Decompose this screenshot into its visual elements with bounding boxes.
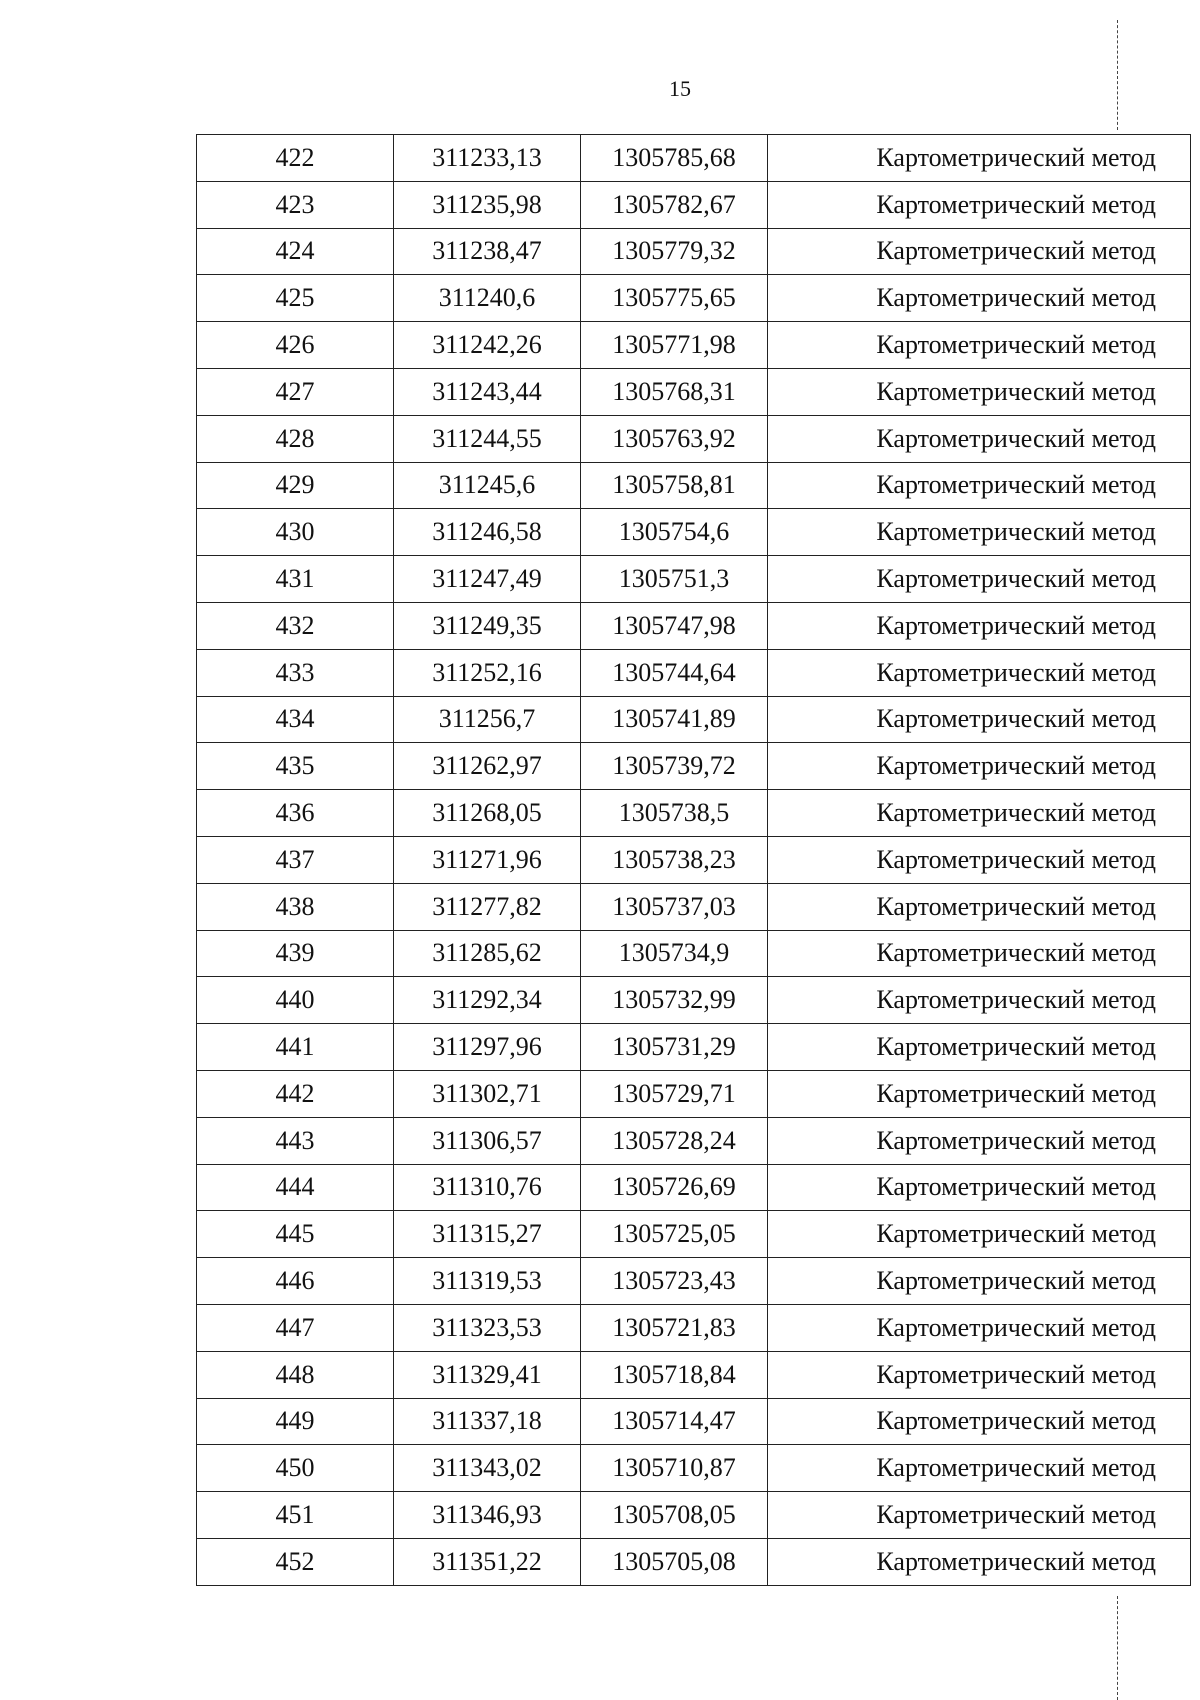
y-coordinate-cell: 1305747,98 [581, 602, 768, 649]
y-coordinate-cell: 1305723,43 [581, 1258, 768, 1305]
x-coordinate-cell: 311271,96 [394, 836, 581, 883]
x-coordinate-cell: 311277,82 [394, 883, 581, 930]
method-cell: Картометрический метод [768, 1304, 1191, 1351]
table-row [197, 1258, 1191, 1305]
table-row [197, 1070, 1191, 1117]
point-number-cell: 450 [197, 1445, 394, 1492]
x-coordinate-cell: 311243,44 [394, 368, 581, 415]
method-cell: Картометрический метод [768, 228, 1191, 275]
method-cell: Картометрический метод [768, 790, 1191, 837]
point-number-cell: 429 [197, 462, 394, 509]
margin-line-bottom [1117, 1596, 1118, 1700]
y-coordinate-cell: 1305729,71 [581, 1070, 768, 1117]
x-coordinate-cell: 311297,96 [394, 1024, 581, 1071]
y-coordinate-cell: 1305708,05 [581, 1492, 768, 1539]
method-cell: Картометрический метод [768, 275, 1191, 322]
y-coordinate-cell: 1305718,84 [581, 1351, 768, 1398]
point-number-cell: 440 [197, 977, 394, 1024]
point-number-cell: 433 [197, 649, 394, 696]
point-number-cell: 444 [197, 1164, 394, 1211]
y-coordinate-cell: 1305731,29 [581, 1024, 768, 1071]
y-coordinate-cell: 1305739,72 [581, 743, 768, 790]
y-coordinate-cell: 1305744,64 [581, 649, 768, 696]
x-coordinate-cell: 311246,58 [394, 509, 581, 556]
x-coordinate-cell: 311262,97 [394, 743, 581, 790]
method-cell: Картометрический метод [768, 181, 1191, 228]
table-row [197, 602, 1191, 649]
table-row [197, 322, 1191, 369]
point-number-cell: 452 [197, 1538, 394, 1585]
method-cell: Картометрический метод [768, 1445, 1191, 1492]
x-coordinate-cell: 311329,41 [394, 1351, 581, 1398]
x-coordinate-cell: 311252,16 [394, 649, 581, 696]
method-cell: Картометрический метод [768, 1258, 1191, 1305]
y-coordinate-cell: 1305775,65 [581, 275, 768, 322]
x-coordinate-cell: 311315,27 [394, 1211, 581, 1258]
method-cell: Картометрический метод [768, 462, 1191, 509]
point-number-cell: 432 [197, 602, 394, 649]
point-number-cell: 438 [197, 883, 394, 930]
x-coordinate-cell: 311245,6 [394, 462, 581, 509]
point-number-cell: 442 [197, 1070, 394, 1117]
x-coordinate-cell: 311346,93 [394, 1492, 581, 1539]
point-number-cell: 425 [197, 275, 394, 322]
coordinates-table-wrapper [196, 134, 1191, 1586]
y-coordinate-cell: 1305758,81 [581, 462, 768, 509]
method-cell: Картометрический метод [768, 1492, 1191, 1539]
x-coordinate-cell: 311268,05 [394, 790, 581, 837]
y-coordinate-cell: 1305785,68 [581, 135, 768, 182]
y-coordinate-cell: 1305714,47 [581, 1398, 768, 1445]
method-cell: Картометрический метод [768, 649, 1191, 696]
method-cell: Картометрический метод [768, 696, 1191, 743]
method-cell: Картометрический метод [768, 1211, 1191, 1258]
table-row [197, 1117, 1191, 1164]
y-coordinate-cell: 1305726,69 [581, 1164, 768, 1211]
point-number-cell: 445 [197, 1211, 394, 1258]
table-row [197, 1211, 1191, 1258]
page-number: 15 [669, 76, 691, 101]
method-cell: Картометрический метод [768, 1070, 1191, 1117]
table-row [197, 1024, 1191, 1071]
point-number-cell: 448 [197, 1351, 394, 1398]
method-cell: Картометрический метод [768, 322, 1191, 369]
table-row [197, 649, 1191, 696]
method-cell: Картометрический метод [768, 930, 1191, 977]
method-cell: Картометрический метод [768, 1164, 1191, 1211]
method-cell: Картометрический метод [768, 1117, 1191, 1164]
method-cell: Картометрический метод [768, 1538, 1191, 1585]
y-coordinate-cell: 1305738,5 [581, 790, 768, 837]
method-cell: Картометрический метод [768, 368, 1191, 415]
table-row [197, 509, 1191, 556]
method-cell: Картометрический метод [768, 556, 1191, 603]
table-row [197, 1492, 1191, 1539]
y-coordinate-cell: 1305705,08 [581, 1538, 768, 1585]
table-row [197, 228, 1191, 275]
table-row [197, 368, 1191, 415]
y-coordinate-cell: 1305768,31 [581, 368, 768, 415]
y-coordinate-cell: 1305728,24 [581, 1117, 768, 1164]
point-number-cell: 434 [197, 696, 394, 743]
x-coordinate-cell: 311285,62 [394, 930, 581, 977]
table-row [197, 1164, 1191, 1211]
method-cell: Картометрический метод [768, 1398, 1191, 1445]
table-row [197, 1304, 1191, 1351]
table-row [197, 977, 1191, 1024]
x-coordinate-cell: 311242,26 [394, 322, 581, 369]
y-coordinate-cell: 1305751,3 [581, 556, 768, 603]
y-coordinate-cell: 1305738,23 [581, 836, 768, 883]
table-row [197, 462, 1191, 509]
x-coordinate-cell: 311240,6 [394, 275, 581, 322]
point-number-cell: 446 [197, 1258, 394, 1305]
y-coordinate-cell: 1305725,05 [581, 1211, 768, 1258]
x-coordinate-cell: 311238,47 [394, 228, 581, 275]
table-row [197, 883, 1191, 930]
y-coordinate-cell: 1305763,92 [581, 415, 768, 462]
x-coordinate-cell: 311244,55 [394, 415, 581, 462]
x-coordinate-cell: 311302,71 [394, 1070, 581, 1117]
table-row [197, 1398, 1191, 1445]
margin-line-top [1117, 20, 1118, 130]
y-coordinate-cell: 1305710,87 [581, 1445, 768, 1492]
coordinates-table [196, 134, 1191, 1586]
point-number-cell: 451 [197, 1492, 394, 1539]
method-cell: Картометрический метод [768, 977, 1191, 1024]
x-coordinate-cell: 311233,13 [394, 135, 581, 182]
x-coordinate-cell: 311343,02 [394, 1445, 581, 1492]
x-coordinate-cell: 311337,18 [394, 1398, 581, 1445]
point-number-cell: 430 [197, 509, 394, 556]
y-coordinate-cell: 1305741,89 [581, 696, 768, 743]
x-coordinate-cell: 311292,34 [394, 977, 581, 1024]
x-coordinate-cell: 311256,7 [394, 696, 581, 743]
point-number-cell: 424 [197, 228, 394, 275]
point-number-cell: 449 [197, 1398, 394, 1445]
method-cell: Картометрический метод [768, 135, 1191, 182]
y-coordinate-cell: 1305754,6 [581, 509, 768, 556]
table-row [197, 275, 1191, 322]
x-coordinate-cell: 311351,22 [394, 1538, 581, 1585]
point-number-cell: 428 [197, 415, 394, 462]
table-row [197, 790, 1191, 837]
method-cell: Картометрический метод [768, 415, 1191, 462]
point-number-cell: 426 [197, 322, 394, 369]
table-body [197, 135, 1191, 1586]
method-cell: Картометрический метод [768, 836, 1191, 883]
table-row [197, 1445, 1191, 1492]
table-row [197, 696, 1191, 743]
table-row [197, 743, 1191, 790]
point-number-cell: 435 [197, 743, 394, 790]
x-coordinate-cell: 311323,53 [394, 1304, 581, 1351]
point-number-cell: 437 [197, 836, 394, 883]
x-coordinate-cell: 311319,53 [394, 1258, 581, 1305]
y-coordinate-cell: 1305779,32 [581, 228, 768, 275]
x-coordinate-cell: 311310,76 [394, 1164, 581, 1211]
table-row [197, 556, 1191, 603]
point-number-cell: 436 [197, 790, 394, 837]
method-cell: Картометрический метод [768, 743, 1191, 790]
x-coordinate-cell: 311249,35 [394, 602, 581, 649]
point-number-cell: 427 [197, 368, 394, 415]
method-cell: Картометрический метод [768, 509, 1191, 556]
point-number-cell: 441 [197, 1024, 394, 1071]
point-number-cell: 447 [197, 1304, 394, 1351]
point-number-cell: 423 [197, 181, 394, 228]
point-number-cell: 443 [197, 1117, 394, 1164]
table-row [197, 181, 1191, 228]
y-coordinate-cell: 1305737,03 [581, 883, 768, 930]
method-cell: Картометрический метод [768, 602, 1191, 649]
table-row [197, 1538, 1191, 1585]
y-coordinate-cell: 1305732,99 [581, 977, 768, 1024]
y-coordinate-cell: 1305771,98 [581, 322, 768, 369]
point-number-cell: 422 [197, 135, 394, 182]
y-coordinate-cell: 1305734,9 [581, 930, 768, 977]
x-coordinate-cell: 311235,98 [394, 181, 581, 228]
table-row [197, 930, 1191, 977]
y-coordinate-cell: 1305721,83 [581, 1304, 768, 1351]
table-row [197, 1351, 1191, 1398]
method-cell: Картометрический метод [768, 1024, 1191, 1071]
table-row [197, 415, 1191, 462]
point-number-cell: 431 [197, 556, 394, 603]
method-cell: Картометрический метод [768, 883, 1191, 930]
table-row [197, 836, 1191, 883]
point-number-cell: 439 [197, 930, 394, 977]
x-coordinate-cell: 311306,57 [394, 1117, 581, 1164]
table-row [197, 135, 1191, 182]
y-coordinate-cell: 1305782,67 [581, 181, 768, 228]
x-coordinate-cell: 311247,49 [394, 556, 581, 603]
method-cell: Картометрический метод [768, 1351, 1191, 1398]
